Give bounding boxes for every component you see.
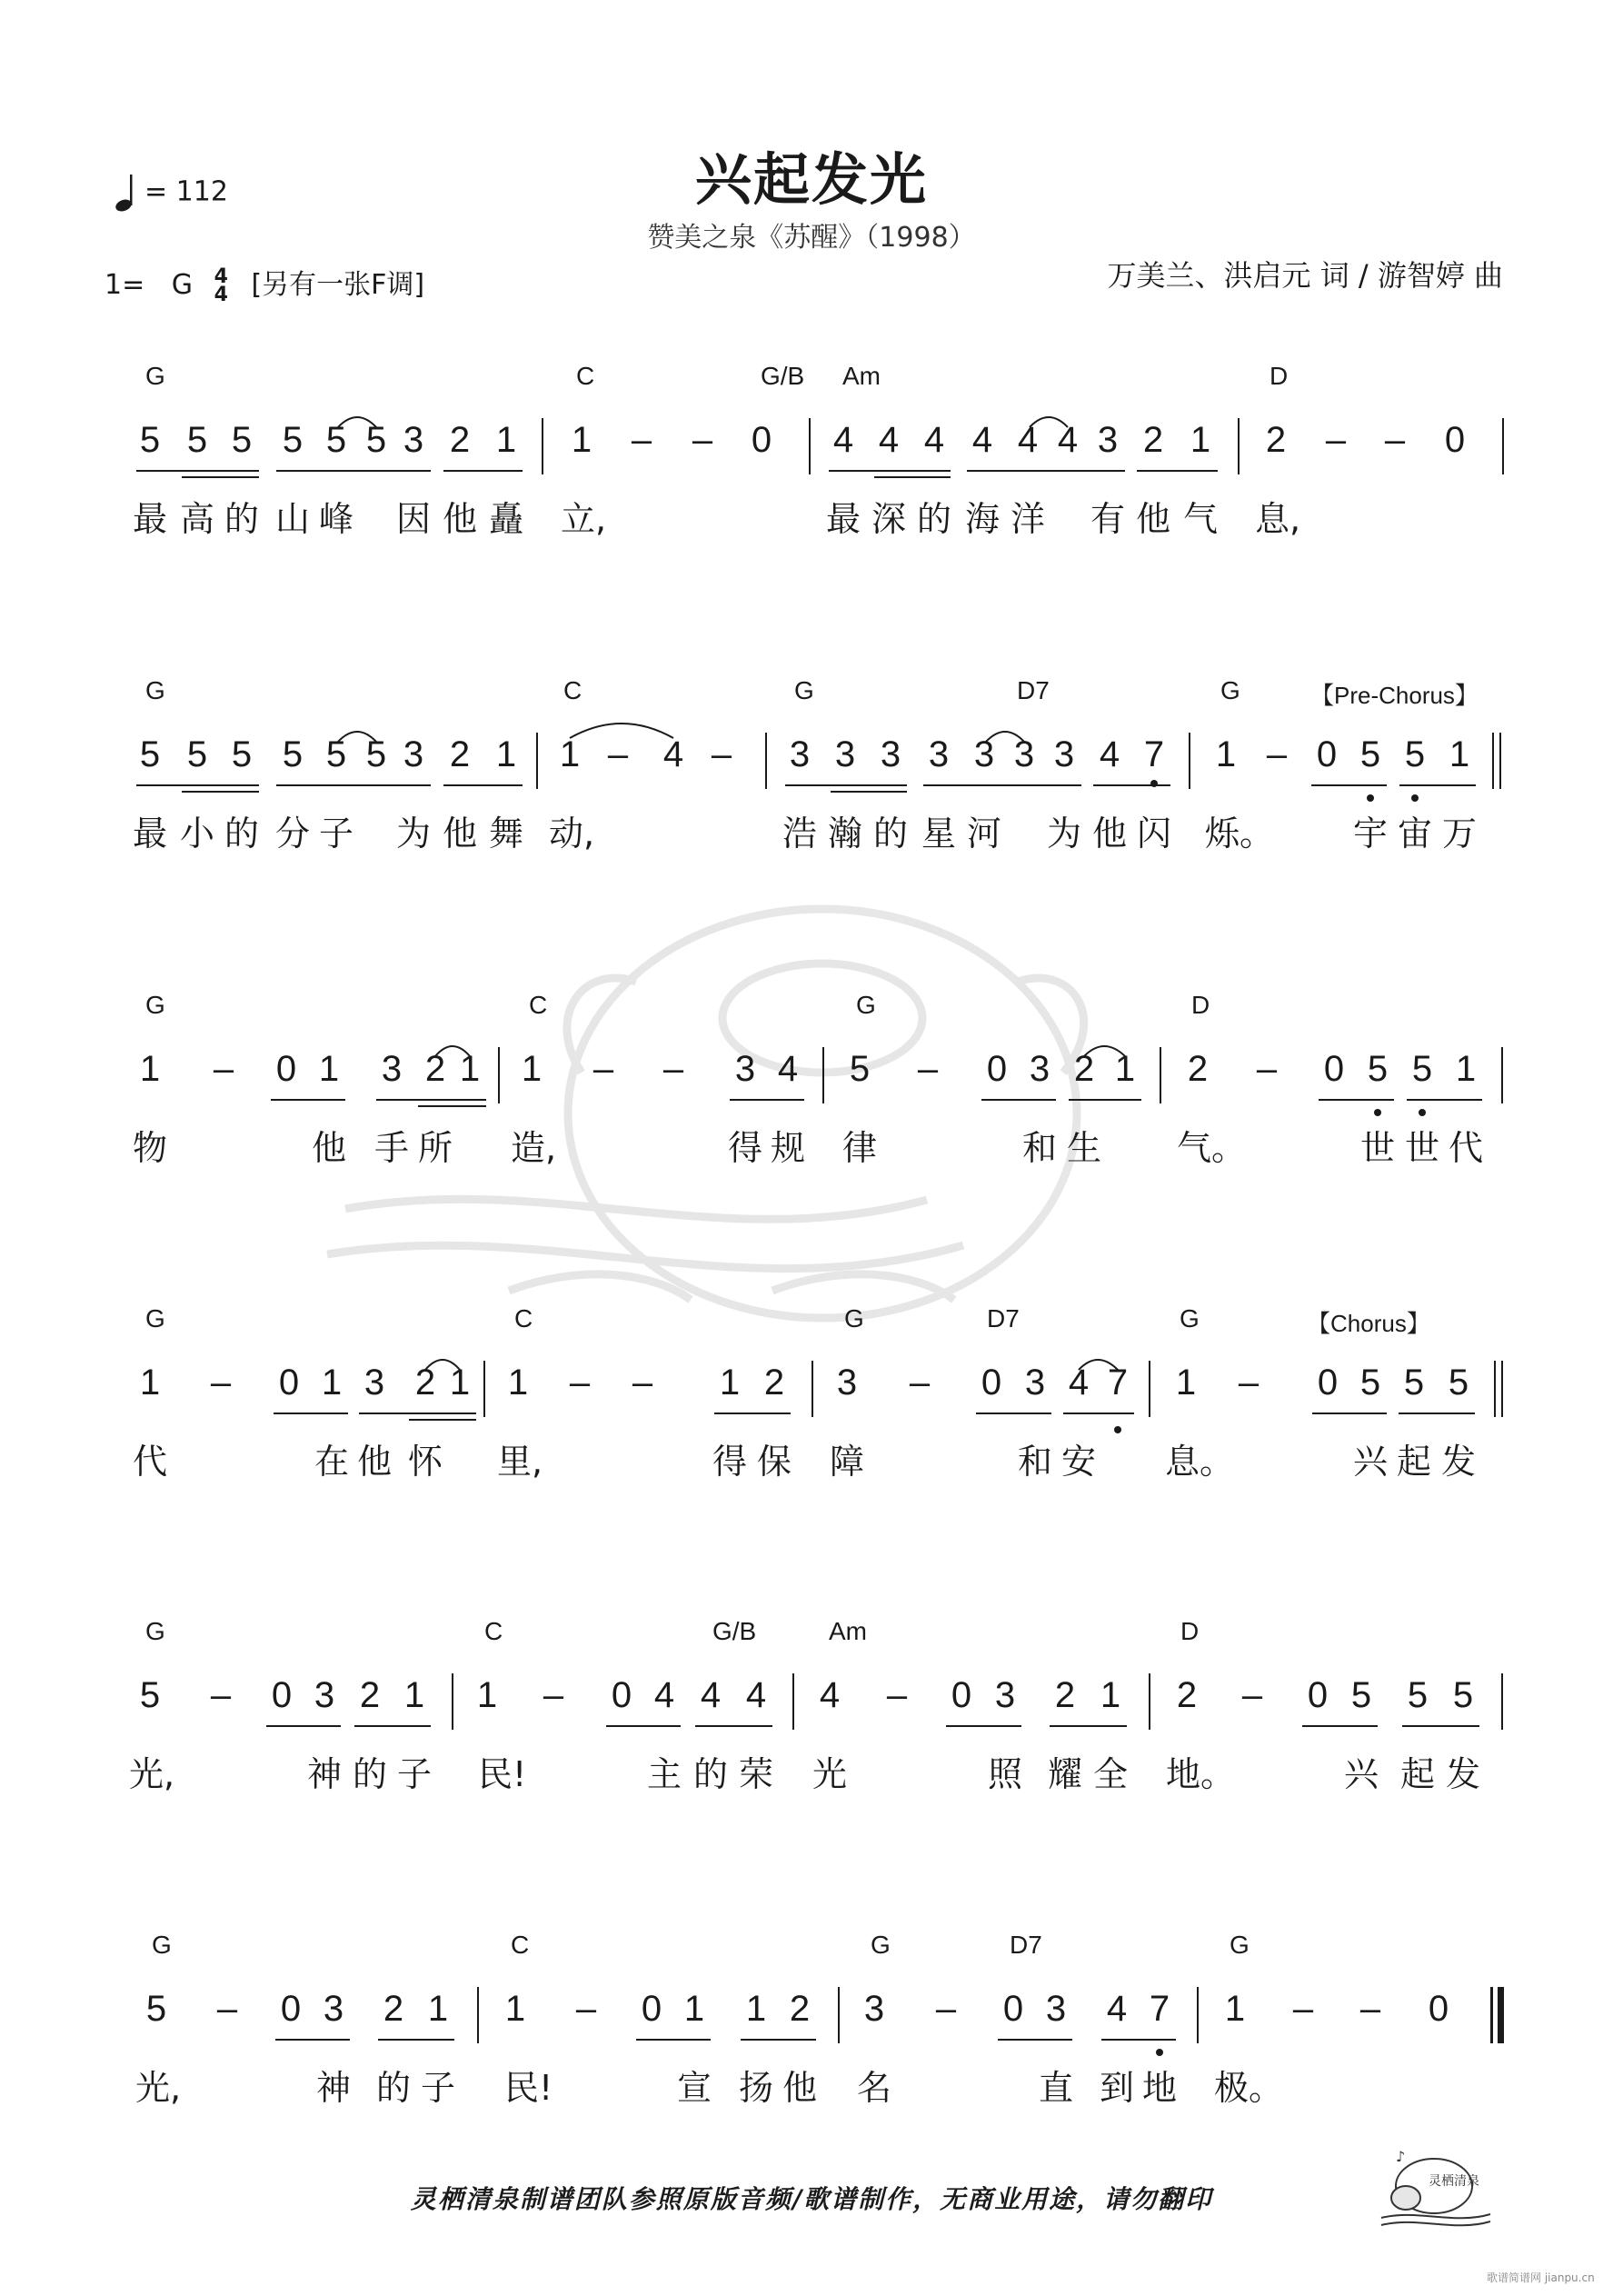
- lyric-syllable: 世: [1404, 1128, 1439, 1168]
- chord-symbol: G: [145, 1304, 165, 1333]
- note-numeral: 3: [928, 734, 950, 774]
- lyric-syllable: 代: [1448, 1128, 1483, 1168]
- note-numeral: 1: [521, 1049, 543, 1089]
- note-numeral: –: [575, 1989, 597, 2029]
- lyric-syllable: 光: [812, 1754, 847, 1794]
- note-numeral: 3: [994, 1675, 1016, 1715]
- note-numeral: 2: [414, 1363, 436, 1403]
- lyric-syllable: 的: [872, 814, 908, 854]
- note-numeral: 0: [1316, 734, 1338, 774]
- note-numeral: 5: [282, 734, 304, 774]
- note-numeral: 5: [325, 734, 347, 774]
- note-numeral: 2: [359, 1675, 381, 1715]
- note-numeral: 1: [321, 1363, 343, 1403]
- note-numeral: 1: [1190, 420, 1211, 460]
- lyric-syllable: 地: [1141, 2068, 1177, 2108]
- note-numeral: 5: [282, 420, 304, 460]
- note-numeral: –: [1359, 1989, 1381, 2029]
- note-numeral: –: [210, 1675, 232, 1715]
- note-numeral: 3: [1053, 734, 1075, 774]
- lyric-syllable: 律: [841, 1128, 877, 1168]
- chord-symbol: D: [1270, 362, 1289, 390]
- lyric-syllable: 发: [1445, 1754, 1480, 1794]
- note-numeral: 4: [923, 420, 945, 460]
- lyric-syllable: 的: [224, 499, 259, 539]
- note-numeral: 5: [365, 734, 387, 774]
- lyric-syllable: 山: [274, 499, 310, 539]
- song-subtitle: 赞美之泉《苏醒》（1998）: [647, 222, 976, 254]
- note-numeral: –: [711, 734, 732, 774]
- lyric-syllable: 为: [1046, 814, 1081, 854]
- lyric-syllable: 小: [179, 814, 214, 854]
- time-signature-top: 4: [214, 265, 228, 288]
- note-numeral: 3: [1045, 1989, 1067, 2029]
- note-numeral: 5: [1448, 1363, 1469, 1403]
- note-numeral: 0: [641, 1989, 662, 2029]
- note-numeral: 5: [231, 420, 253, 460]
- chord-symbol: C: [529, 991, 548, 1019]
- lyric-syllable: 主: [646, 1754, 682, 1794]
- note-numeral: –: [607, 734, 629, 774]
- song-title: 兴起发光: [694, 146, 928, 213]
- lyric-syllable: 耀: [1047, 1754, 1082, 1794]
- chord-symbol: G: [871, 1931, 891, 1959]
- note-numeral: 3: [973, 734, 995, 774]
- chord-symbol: Am: [842, 362, 881, 390]
- lyric-syllable: 瀚: [827, 814, 862, 854]
- note-numeral: –: [631, 420, 652, 460]
- alt-key-note: [另有一张F调]: [251, 269, 425, 301]
- note-numeral: 4: [777, 1049, 799, 1089]
- note-numeral: 4: [832, 420, 854, 460]
- lyric-syllable: 最: [132, 499, 167, 539]
- note-numeral: 0: [1444, 420, 1466, 460]
- lyric-syllable: 他: [442, 814, 477, 854]
- chord-symbol: G: [794, 676, 814, 704]
- note-numeral: –: [216, 1989, 238, 2029]
- note-numeral: 2: [383, 1989, 404, 2029]
- lyric-syllable: 里,: [497, 1442, 543, 1482]
- note-numeral: 5: [1411, 1049, 1433, 1089]
- note-numeral: 0: [951, 1675, 972, 1715]
- key-note: G: [171, 269, 194, 301]
- note-numeral: 5: [1367, 1049, 1389, 1089]
- lyric-syllable: 的: [224, 814, 259, 854]
- lyric-syllable: 烁。: [1205, 814, 1275, 854]
- lyric-syllable: 洋: [1010, 499, 1045, 539]
- lyric-syllable: 地。: [1166, 1754, 1236, 1794]
- note-numeral: –: [692, 420, 713, 460]
- lyric-syllable: 海: [964, 499, 1000, 539]
- note-numeral: 0: [611, 1675, 632, 1715]
- note-numeral: 7: [1149, 1989, 1170, 2029]
- note-numeral: 0: [1307, 1675, 1329, 1715]
- lyric-syllable: 的: [375, 2068, 411, 2108]
- note-numeral: 4: [971, 420, 993, 460]
- note-numeral: 5: [186, 734, 208, 774]
- note-numeral: 5: [325, 420, 347, 460]
- chord-symbol: G: [145, 362, 165, 390]
- note-numeral: –: [1241, 1675, 1263, 1715]
- note-numeral: 2: [1073, 1049, 1095, 1089]
- lyric-syllable: 全: [1092, 1754, 1128, 1794]
- lyric-syllable: 极。: [1214, 2068, 1284, 2108]
- lyric-syllable: 子: [420, 2068, 455, 2108]
- note-numeral: –: [886, 1675, 908, 1715]
- lyric-syllable: 因: [395, 499, 431, 539]
- note-numeral: 4: [878, 420, 900, 460]
- note-numeral: –: [569, 1363, 591, 1403]
- note-numeral: 3: [1024, 1363, 1046, 1403]
- lyric-syllable: 发: [1440, 1442, 1476, 1482]
- lyric-syllable: 光,: [135, 2068, 182, 2108]
- note-numeral: 1: [427, 1989, 449, 2029]
- note-numeral: 1: [683, 1989, 705, 2029]
- note-numeral: 7: [1107, 1363, 1129, 1403]
- lyric-syllable: 立,: [561, 499, 607, 539]
- note-numeral: 0: [1002, 1989, 1024, 2029]
- note-numeral: 0: [751, 420, 772, 460]
- note-numeral: 1: [719, 1363, 741, 1403]
- note-numeral: 4: [653, 1675, 675, 1715]
- chord-symbol: C: [514, 1304, 533, 1333]
- note-numeral: 5: [849, 1049, 871, 1089]
- lyric-syllable: 子: [318, 814, 353, 854]
- note-numeral: 3: [1013, 734, 1035, 774]
- lyric-syllable: 星: [921, 814, 956, 854]
- note-numeral: 5: [1407, 1675, 1429, 1715]
- footer-logo-text: 灵栖清泉: [1429, 2174, 1479, 2189]
- lyric-syllable: 规: [770, 1128, 805, 1168]
- note-numeral: 2: [424, 1049, 446, 1089]
- lyric-syllable: 息。: [1165, 1442, 1235, 1482]
- note-numeral: 4: [745, 1675, 767, 1715]
- note-numeral: 1: [1455, 1049, 1477, 1089]
- chord-symbol: G: [152, 1931, 172, 1959]
- lyric-syllable: 的: [692, 1754, 728, 1794]
- lyric-syllable: 他: [782, 2068, 817, 2108]
- lyric-syllable: 兴: [1352, 1442, 1388, 1482]
- note-numeral: 4: [662, 734, 684, 774]
- lyric-syllable: 代: [132, 1442, 167, 1482]
- chord-symbol: G: [1180, 1304, 1200, 1333]
- lyric-syllable: 兴: [1343, 1754, 1379, 1794]
- lyric-syllable: 民!: [478, 1754, 527, 1794]
- lyric-syllable: 宣: [676, 2068, 712, 2108]
- section-label: 【Chorus】: [1307, 1310, 1430, 1337]
- lyric-syllable: 起: [1396, 1442, 1431, 1482]
- note-numeral: 2: [763, 1363, 785, 1403]
- note-numeral: 5: [1452, 1675, 1474, 1715]
- note-numeral: 3: [863, 1989, 885, 2029]
- lyric-syllable: 为: [395, 814, 431, 854]
- chord-symbol: C: [563, 676, 582, 704]
- note-numeral: 1: [1449, 734, 1470, 774]
- note-numeral: –: [1292, 1989, 1314, 2029]
- chord-symbol: G: [844, 1304, 864, 1333]
- background-sheep-watermark: [327, 909, 1084, 1318]
- note-numeral: 1: [403, 1675, 425, 1715]
- note-numeral: 5: [1359, 1363, 1381, 1403]
- note-numeral: 5: [145, 1989, 167, 2029]
- note-numeral: –: [917, 1049, 939, 1089]
- chord-symbol: D: [1191, 991, 1210, 1019]
- note-numeral: 1: [476, 1675, 498, 1715]
- lyric-syllable: 闪: [1136, 814, 1171, 854]
- note-numeral: 1: [504, 1989, 526, 2029]
- note-numeral: 2: [1265, 420, 1287, 460]
- note-numeral: 4: [1068, 1363, 1090, 1403]
- note-numeral: 0: [981, 1363, 1002, 1403]
- chord-symbol: Am: [829, 1617, 867, 1645]
- note-numeral: 4: [1099, 734, 1120, 774]
- note-numeral: –: [1256, 1049, 1278, 1089]
- lyric-syllable: 峰: [318, 499, 353, 539]
- chord-symbol: G: [856, 991, 876, 1019]
- note-numeral: 5: [186, 420, 208, 460]
- note-numeral: 3: [381, 1049, 403, 1089]
- note-numeral: 7: [1143, 734, 1165, 774]
- note-numeral: 4: [819, 1675, 841, 1715]
- credits: 万美兰、洪启元 词 / 游智婷 曲: [1107, 258, 1503, 293]
- note-numeral: 1: [495, 420, 517, 460]
- lyric-syllable: 气: [1182, 499, 1218, 539]
- note-numeral: 3: [836, 1363, 858, 1403]
- note-numeral: 5: [1403, 1363, 1425, 1403]
- lyric-syllable: 宇: [1352, 814, 1388, 854]
- note-numeral: 4: [1057, 420, 1079, 460]
- note-numeral: 0: [271, 1675, 293, 1715]
- lyric-syllable: 照: [987, 1754, 1022, 1794]
- lyric-syllable: 世: [1359, 1128, 1395, 1168]
- note-numeral: 0: [986, 1049, 1008, 1089]
- note-numeral: 2: [1142, 420, 1164, 460]
- note-numeral: 2: [1187, 1049, 1209, 1089]
- note-numeral: 3: [403, 734, 424, 774]
- note-numeral: 1: [507, 1363, 529, 1403]
- note-numeral: 3: [363, 1363, 385, 1403]
- note-numeral: 5: [1350, 1675, 1372, 1715]
- lyric-syllable: 万: [1441, 814, 1477, 854]
- note-numeral: 5: [139, 420, 161, 460]
- note-numeral: 3: [314, 1675, 335, 1715]
- note-numeral: –: [1238, 1363, 1260, 1403]
- lyric-syllable: 保: [756, 1442, 792, 1482]
- chord-symbol: D7: [1017, 676, 1050, 704]
- lyric-syllable: 最: [132, 814, 167, 854]
- note-numeral: 1: [571, 420, 592, 460]
- note-numeral: 1: [459, 1049, 481, 1089]
- note-numeral: 1: [559, 734, 581, 774]
- lyric-syllable: 在: [314, 1442, 349, 1482]
- note-numeral: 0: [1428, 1989, 1449, 2029]
- slurs: [338, 417, 1125, 1370]
- lyric-syllable: 荣: [738, 1754, 773, 1794]
- note-numeral: –: [1266, 734, 1288, 774]
- lyric-syllable: 民!: [504, 2068, 553, 2108]
- tempo-value: = 112: [144, 175, 228, 208]
- note-numeral: 1: [139, 1363, 161, 1403]
- note-numeral: 2: [1176, 1675, 1198, 1715]
- lyric-syllable: 分: [274, 814, 310, 854]
- note-numeral: 2: [449, 420, 471, 460]
- chord-symbol: C: [576, 362, 595, 390]
- chord-symbol: G: [145, 676, 165, 704]
- lyric-syllable: 扬: [738, 2068, 773, 2108]
- lyric-syllable: 名: [856, 2068, 891, 2108]
- lower-octave-dots: [1114, 780, 1426, 2056]
- chord-symbol: D: [1180, 1617, 1200, 1645]
- note-numeral: 1: [745, 1989, 767, 2029]
- note-numeral: 1: [139, 1049, 161, 1089]
- lyric-syllable: 和: [1017, 1442, 1052, 1482]
- lyric-syllable: 手: [373, 1128, 409, 1168]
- lyric-syllable: 他: [356, 1442, 392, 1482]
- note-numeral: –: [210, 1363, 232, 1403]
- lyric-syllable: 宙: [1397, 814, 1432, 854]
- footer-notice: 灵栖清泉制谱团队参照原版音频/歌谱制作，无商业用途，请勿翻印: [410, 2184, 1213, 2214]
- lyric-syllable: 生: [1066, 1128, 1101, 1168]
- lyric-syllable: 动,: [549, 814, 595, 854]
- lyric-syllable: 起: [1399, 1754, 1435, 1794]
- note-numeral: 3: [734, 1049, 756, 1089]
- time-signature-bottom: 4: [214, 283, 228, 306]
- lyric-syllable: 安: [1060, 1442, 1096, 1482]
- note-numeral: 3: [403, 420, 424, 460]
- note-numeral: 3: [1097, 420, 1119, 460]
- lyric-syllable: 直: [1038, 2068, 1073, 2108]
- chord-symbol: D7: [987, 1304, 1020, 1333]
- note-numeral: –: [543, 1675, 564, 1715]
- note-numeral: 0: [1323, 1049, 1345, 1089]
- chord-symbol: G/B: [712, 1617, 757, 1645]
- note-numeral: 5: [365, 420, 387, 460]
- lyric-syllable: 光,: [129, 1754, 175, 1794]
- lyric-syllable: 他: [442, 499, 477, 539]
- note-numeral: 1: [1100, 1675, 1121, 1715]
- lyric-syllable: 浩: [782, 814, 817, 854]
- note-numeral: 3: [880, 734, 901, 774]
- lyric-syllable: 最: [825, 499, 861, 539]
- note-numeral: 5: [1359, 734, 1381, 774]
- lyric-syllable: 得: [712, 1442, 747, 1482]
- lyric-syllable: 怀: [407, 1442, 443, 1482]
- chord-symbol: G: [145, 991, 165, 1019]
- note-numeral: 3: [789, 734, 811, 774]
- key-prefix: 1=: [105, 269, 145, 301]
- note-numeral: 1: [1215, 734, 1237, 774]
- chord-symbol: G: [145, 1617, 165, 1645]
- note-numeral: 5: [231, 734, 253, 774]
- note-numeral: 0: [275, 1049, 297, 1089]
- lyric-syllable: 他: [311, 1128, 346, 1168]
- chord-symbol: D7: [1010, 1931, 1042, 1959]
- note-numeral: –: [909, 1363, 931, 1403]
- note-numeral: –: [1325, 420, 1347, 460]
- lyric-syllable: 到: [1099, 2068, 1134, 2108]
- note-numeral: 1: [1224, 1989, 1246, 2029]
- note-numeral: 5: [1404, 734, 1426, 774]
- lyric-syllable: 神: [306, 1754, 342, 1794]
- note-numeral: 0: [280, 1989, 302, 2029]
- note-numeral: 3: [834, 734, 856, 774]
- lyric-syllable: 造,: [511, 1128, 557, 1168]
- chord-symbol: G: [1220, 676, 1240, 704]
- lyric-syllable: 气。: [1177, 1128, 1247, 1168]
- lyric-syllable: 物: [132, 1128, 167, 1168]
- note-numeral: 4: [1106, 1989, 1128, 2029]
- lyric-syllable: 的: [916, 499, 951, 539]
- site-watermark: 歌谱简谱网 jianpu.cn: [1487, 2271, 1595, 2284]
- lyric-syllable: 神: [315, 2068, 351, 2108]
- lyric-syllable: 他: [1091, 814, 1127, 854]
- note-numeral: 4: [700, 1675, 722, 1715]
- lyric-syllable: 矗: [488, 499, 523, 539]
- note-numeral: 2: [789, 1989, 811, 2029]
- note-numeral: 3: [323, 1989, 344, 2029]
- note-numeral: 2: [449, 734, 471, 774]
- note-numeral: –: [632, 1363, 653, 1403]
- note-numeral: –: [935, 1989, 957, 2029]
- note-numeral: –: [1384, 420, 1406, 460]
- note-numeral: 2: [1054, 1675, 1076, 1715]
- chord-symbol: C: [511, 1931, 530, 1959]
- note-numeral: 3: [1029, 1049, 1050, 1089]
- note-numeral: 5: [139, 734, 161, 774]
- lyric-syllable: 他: [1135, 499, 1170, 539]
- note-numeral: 1: [318, 1049, 340, 1089]
- chord-symbol: G: [1230, 1931, 1250, 1959]
- note-numeral: –: [662, 1049, 684, 1089]
- note-numeral: 1: [1175, 1363, 1197, 1403]
- lyric-syllable: 深: [871, 499, 906, 539]
- svg-text:♪: ♪: [1396, 2148, 1406, 2165]
- lyric-syllable: 和: [1021, 1128, 1057, 1168]
- note-numeral: 1: [449, 1363, 471, 1403]
- lyric-syllable: 河: [966, 814, 1001, 854]
- chord-symbol: G/B: [761, 362, 805, 390]
- lyric-syllable: 子: [396, 1754, 432, 1794]
- note-numeral: 5: [139, 1675, 161, 1715]
- lyric-syllable: 息,: [1255, 499, 1301, 539]
- lyric-syllable: 有: [1090, 499, 1125, 539]
- lyric-syllable: 高: [179, 499, 214, 539]
- note-numeral: 0: [1317, 1363, 1339, 1403]
- note-numeral: 4: [1017, 420, 1039, 460]
- note-numeral: 1: [1114, 1049, 1136, 1089]
- lyric-syllable: 得: [727, 1128, 762, 1168]
- note-numeral: –: [213, 1049, 234, 1089]
- lyric-syllable: 舞: [488, 814, 523, 854]
- section-label: 【Pre-Chorus】: [1310, 682, 1479, 709]
- lyric-syllable: 障: [829, 1442, 864, 1482]
- note-numeral: 1: [495, 734, 517, 774]
- lyric-syllable: 的: [352, 1754, 387, 1794]
- lyric-syllable: 所: [417, 1128, 453, 1168]
- note-numeral: –: [592, 1049, 614, 1089]
- note-numeral: 0: [278, 1363, 300, 1403]
- chord-symbol: C: [484, 1617, 503, 1645]
